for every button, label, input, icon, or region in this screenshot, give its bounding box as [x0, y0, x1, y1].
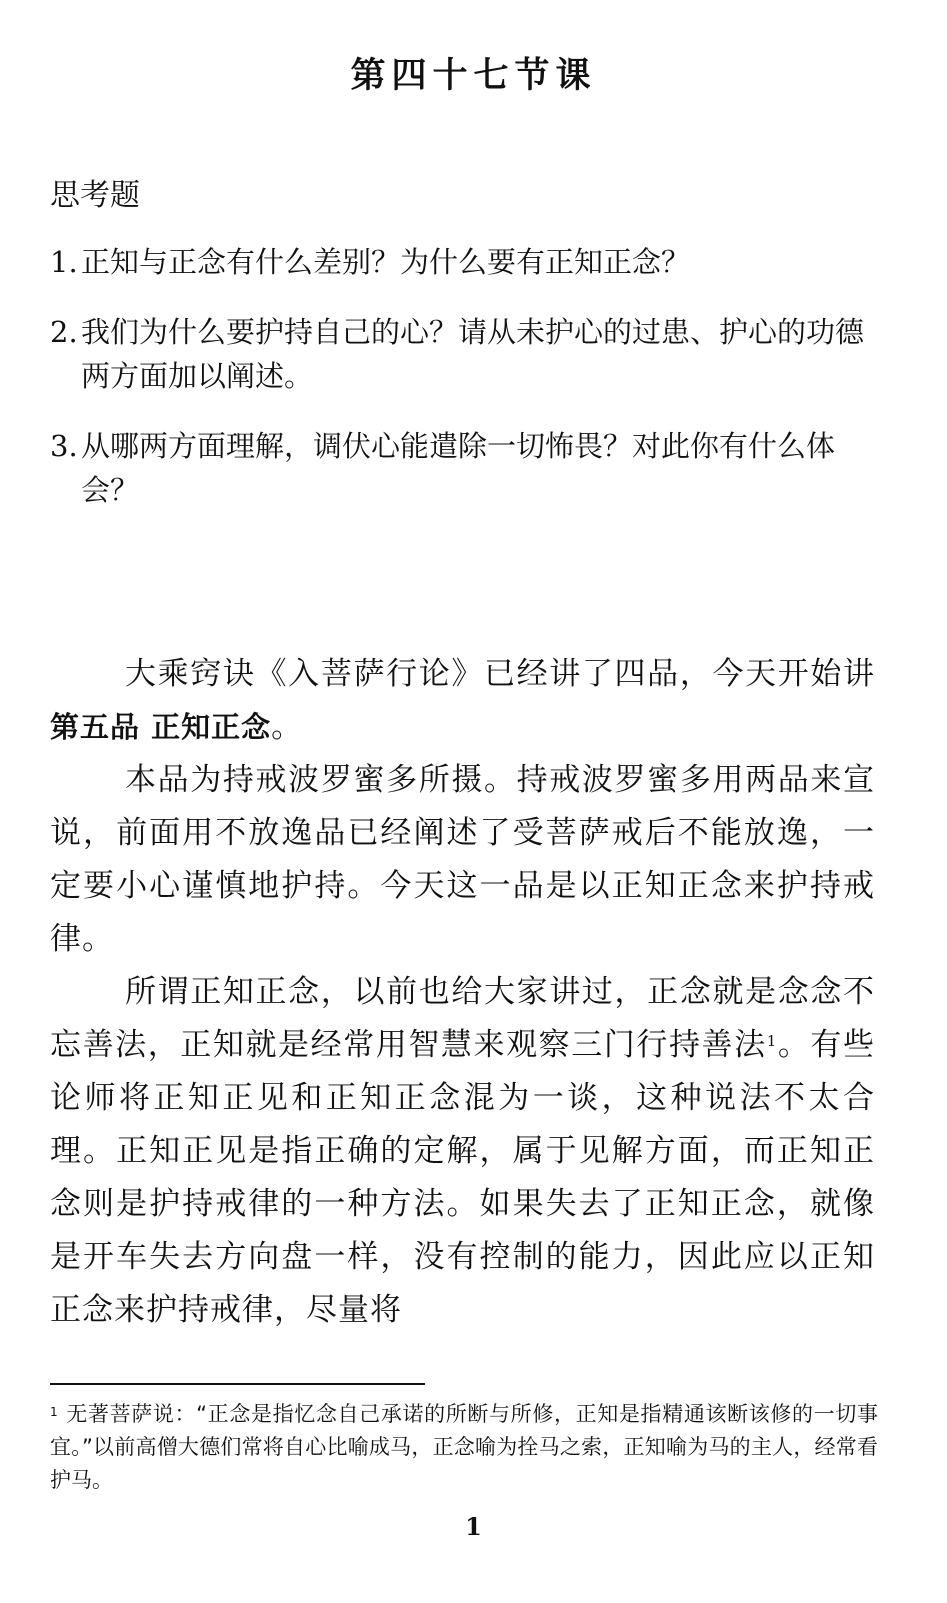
lesson-title: 第四十七节课: [350, 55, 597, 96]
question-number: 2.: [50, 315, 78, 349]
question-item: [50, 240, 880, 284]
question-text: 从哪两方面理解，调伏心能遣除一切怖畏？对此你有什么体会？: [81, 429, 836, 507]
page-number: 1: [465, 1512, 482, 1541]
paragraph-text: 大乘窍诀《入菩萨行论》已经讲了四品，今天开始讲: [125, 656, 875, 692]
footnote-text: 无著菩萨说：“正念是指忆念自己承诺的所断与所修，正知是指精通该断该修的一切事宜。”以前高僧大德们常将自心比喻成马，正念喻为拴马之索，正知喻为马的主人，经常看护马。: [50, 1402, 878, 1492]
chapter-name: 第五品 正知正念: [50, 710, 272, 744]
question-text: 正知与正念有什么差别？为什么要有正知正念？: [81, 245, 691, 279]
question-item: [50, 310, 880, 398]
body-paragraph: 本品为持戒波罗蜜多所摄。持戒波罗蜜多用两品来宣说，前面用不放逸品已经阐述了受菩萨戒后不能放逸，一定要小心谨慎地护持。今天这一品是以正知正念来护持戒律。: [50, 762, 875, 957]
footnote: [50, 1398, 878, 1497]
body-paragraph: [50, 648, 875, 754]
question-number: 3.: [50, 429, 78, 463]
question-item: [50, 424, 880, 512]
footnote-mark: 1: [50, 1405, 58, 1419]
questions-heading: 思考题: [50, 178, 140, 213]
paragraph-text: 所谓正知正念，以前也给大家讲过，正念就是念念不忘善法，正知就是经常用智慧来观察三门行持善法: [50, 974, 875, 1063]
question-number: 1.: [50, 245, 78, 279]
footnote-reference[interactable]: 1: [766, 1032, 778, 1050]
lecture-body: [50, 648, 875, 1337]
paragraph-text: 。有些论师将正知正见和正知正念混为一谈，这种说法不太合理。正知正见是指正确的定解，属于见解方面，而正知正念则是护持戒律的一种方法。如果失去了正知正念，就像是开车失去方向盘一样，没有控制的能力，因此应以正知正念来护持戒律，尽量将: [50, 1027, 875, 1328]
questions-list: [50, 240, 880, 538]
footnote-divider: [50, 1383, 425, 1385]
paragraph-text: 。: [271, 709, 304, 745]
question-text: 我们为什么要护持自己的心？请从未护心的过患、护心的功德两方面加以阐述。: [81, 315, 865, 393]
body-paragraph: [50, 966, 875, 1337]
